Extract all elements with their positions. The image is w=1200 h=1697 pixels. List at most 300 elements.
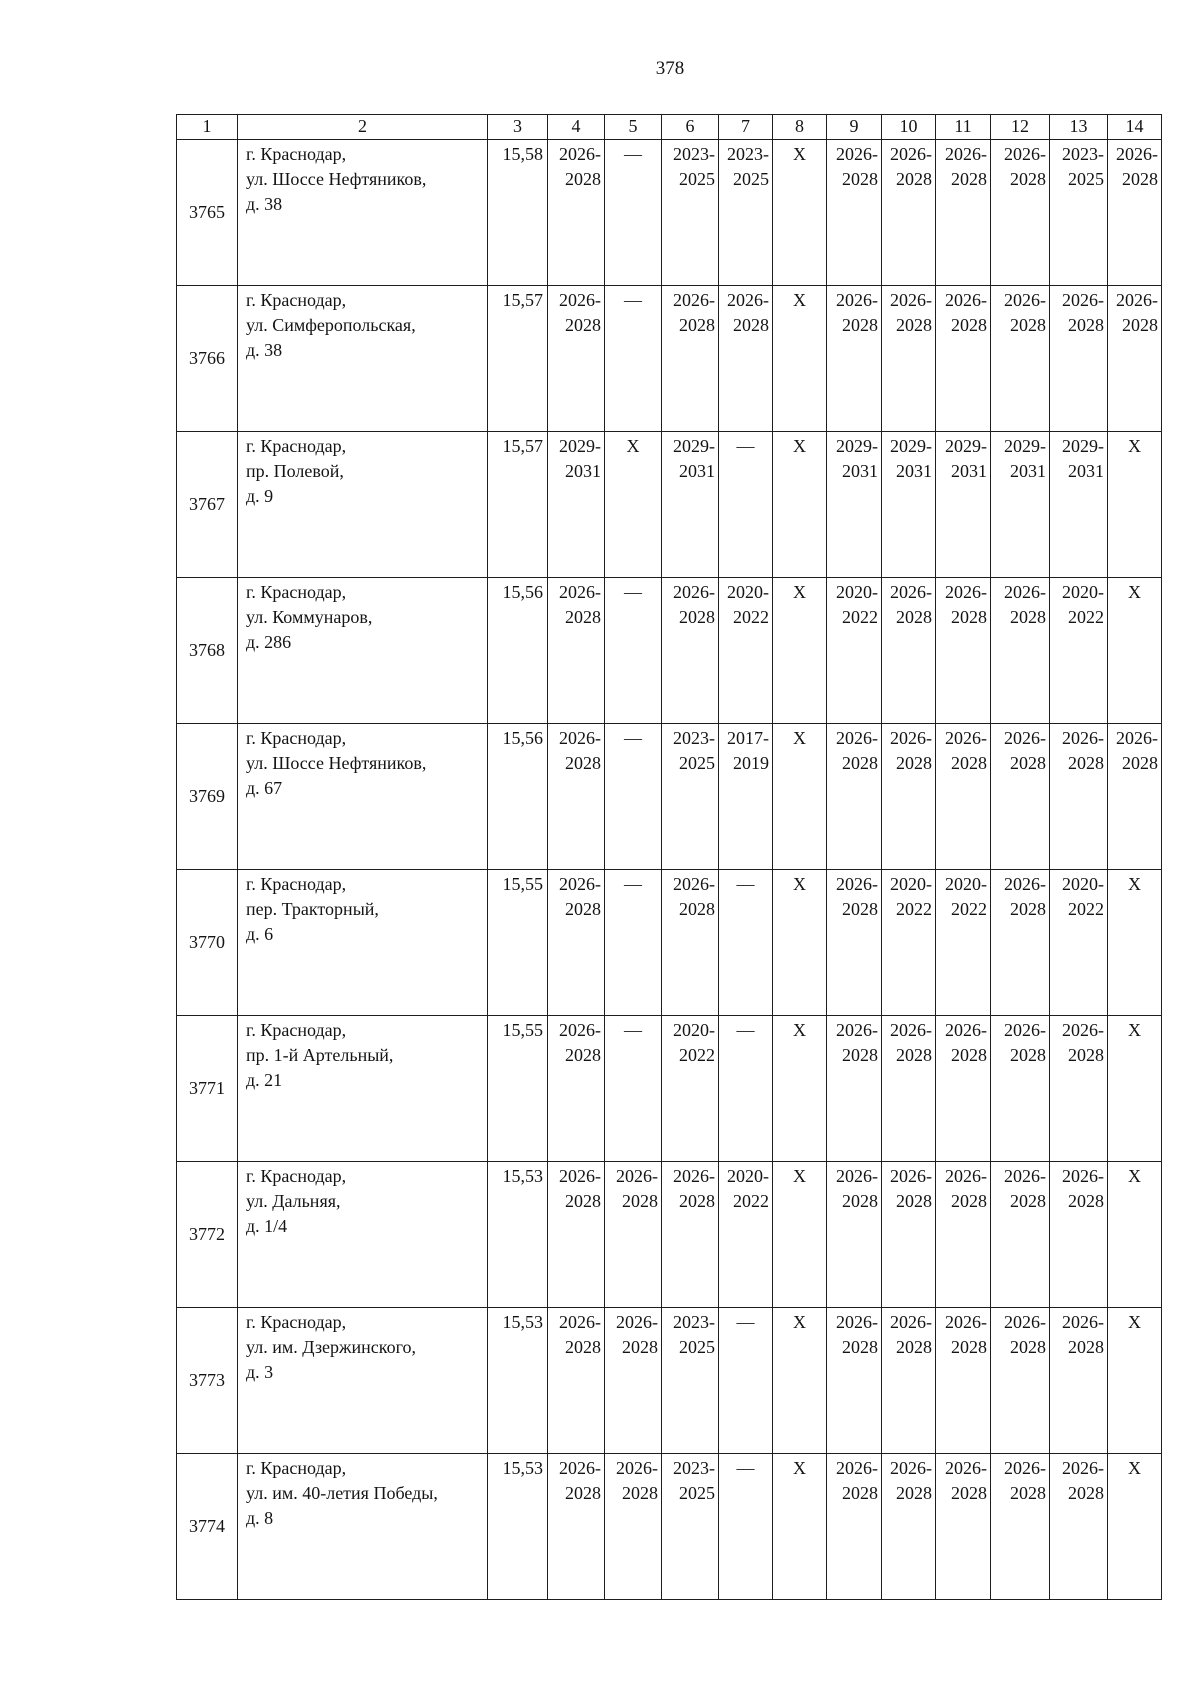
table-row <box>177 1162 1162 1308</box>
period-line: 2028 <box>565 315 601 335</box>
row-number: 3772 <box>177 1162 238 1308</box>
period-line: 2028 <box>1068 1191 1104 1211</box>
period-line: 2028 <box>622 1337 658 1357</box>
period-line: 2029- <box>1004 436 1046 456</box>
table-row <box>177 1454 1162 1600</box>
table-row <box>177 286 1162 432</box>
period-line: 2019 <box>733 753 769 773</box>
period-line: 2028 <box>679 899 715 919</box>
period-line: 2026- <box>836 1312 878 1332</box>
not-applicable-mark: X <box>773 1308 827 1454</box>
not-applicable-mark: X <box>1108 1162 1162 1308</box>
period-cell <box>605 1162 662 1308</box>
not-applicable-mark: X <box>773 1454 827 1600</box>
address-line: ул. им. 40-летия Победы, <box>246 1483 438 1503</box>
period-line: 2028 <box>842 1337 878 1357</box>
period-cell <box>1050 1016 1108 1162</box>
period-line: 2028 <box>1068 753 1104 773</box>
period-cell <box>1050 578 1108 724</box>
period-line: 2028 <box>842 169 878 189</box>
address-line: пр. Полевой, <box>246 461 344 481</box>
period-line: 2026- <box>1004 728 1046 748</box>
period-cell <box>1050 1454 1108 1600</box>
period-cell <box>548 870 605 1016</box>
period-cell <box>936 1308 991 1454</box>
period-line: 2025 <box>679 1483 715 1503</box>
period-line: 2028 <box>1122 753 1158 773</box>
period-line: 2028 <box>1010 753 1046 773</box>
period-line: 2026- <box>559 1166 601 1186</box>
period-line: 2028 <box>896 1191 932 1211</box>
period-line: 2028 <box>951 315 987 335</box>
period-cell <box>882 1308 936 1454</box>
address-cell <box>238 140 488 286</box>
row-number: 3766 <box>177 286 238 432</box>
period-line: 2028 <box>1010 1483 1046 1503</box>
period-line: 2028 <box>1010 1191 1046 1211</box>
period-line: 2026- <box>1116 290 1158 310</box>
period-cell <box>548 432 605 578</box>
address-line: ул. Симферопольская, <box>246 315 416 335</box>
period-line: 2026- <box>890 1020 932 1040</box>
period-line: 2028 <box>1122 169 1158 189</box>
period-cell <box>827 724 882 870</box>
period-line: 2028 <box>565 753 601 773</box>
period-line: 2023- <box>673 144 715 164</box>
period-line: 2028 <box>951 607 987 627</box>
address-line: г. Краснодар, <box>246 1166 347 1186</box>
period-line: 2023- <box>1062 144 1104 164</box>
period-cell <box>662 724 719 870</box>
period-line: 2026- <box>559 728 601 748</box>
address-cell <box>238 578 488 724</box>
column-header-7: 7 <box>719 115 773 140</box>
period-cell <box>827 1308 882 1454</box>
value-cell: 15,53 <box>488 1162 548 1308</box>
not-applicable-mark: X <box>773 870 827 1016</box>
period-cell <box>1108 140 1162 286</box>
not-applicable-mark: X <box>1108 432 1162 578</box>
period-cell <box>605 1308 662 1454</box>
period-cell <box>936 578 991 724</box>
period-line: 2029- <box>945 436 987 456</box>
period-line: 2026- <box>1004 1020 1046 1040</box>
period-line: 2028 <box>1010 607 1046 627</box>
dash-mark: — <box>605 870 662 1016</box>
period-line: 2020- <box>673 1020 715 1040</box>
period-cell <box>1050 870 1108 1016</box>
period-line: 2028 <box>1010 899 1046 919</box>
period-line: 2026- <box>673 582 715 602</box>
period-cell <box>1050 432 1108 578</box>
period-line: 2031 <box>951 461 987 481</box>
period-line: 2023- <box>727 144 769 164</box>
period-line: 2029- <box>673 436 715 456</box>
period-line: 2028 <box>565 1483 601 1503</box>
period-cell <box>827 578 882 724</box>
period-line: 2026- <box>836 1166 878 1186</box>
address-cell <box>238 1162 488 1308</box>
period-cell <box>882 1016 936 1162</box>
period-cell <box>991 724 1050 870</box>
period-line: 2031 <box>1010 461 1046 481</box>
period-line: 2026- <box>559 290 601 310</box>
period-cell <box>936 1454 991 1600</box>
period-line: 2026- <box>945 1166 987 1186</box>
period-line: 2026- <box>616 1166 658 1186</box>
period-cell <box>827 1016 882 1162</box>
period-line: 2028 <box>565 1337 601 1357</box>
period-cell <box>882 578 936 724</box>
period-line: 2022 <box>733 607 769 627</box>
period-line: 2025 <box>1068 169 1104 189</box>
period-line: 2026- <box>836 1458 878 1478</box>
column-header-3: 3 <box>488 115 548 140</box>
not-applicable-mark: X <box>773 1016 827 1162</box>
period-cell <box>882 1162 936 1308</box>
period-cell <box>882 432 936 578</box>
period-line: 2028 <box>679 315 715 335</box>
period-line: 2028 <box>896 315 932 335</box>
address-line: д. 38 <box>246 194 283 214</box>
period-line: 2028 <box>565 899 601 919</box>
period-cell <box>936 870 991 1016</box>
value-cell: 15,53 <box>488 1308 548 1454</box>
address-line: ул. Коммунаров, <box>246 607 373 627</box>
period-line: 2026- <box>1062 1312 1104 1332</box>
address-cell <box>238 724 488 870</box>
period-line: 2026- <box>890 290 932 310</box>
period-line: 2026- <box>1062 728 1104 748</box>
row-number: 3765 <box>177 140 238 286</box>
not-applicable-mark: X <box>605 432 662 578</box>
period-line: 2028 <box>1068 1045 1104 1065</box>
not-applicable-mark: X <box>1108 1454 1162 1600</box>
period-line: 2028 <box>1068 1483 1104 1503</box>
not-applicable-mark: X <box>773 432 827 578</box>
period-line: 2026- <box>945 1458 987 1478</box>
period-line: 2017- <box>727 728 769 748</box>
period-line: 2026- <box>1062 1166 1104 1186</box>
period-line: 2029- <box>559 436 601 456</box>
table-row <box>177 724 1162 870</box>
address-cell <box>238 1308 488 1454</box>
period-cell <box>548 724 605 870</box>
period-cell <box>719 286 773 432</box>
period-line: 2026- <box>616 1312 658 1332</box>
period-line: 2026- <box>673 1166 715 1186</box>
period-cell <box>827 286 882 432</box>
period-line: 2026- <box>836 1020 878 1040</box>
period-line: 2028 <box>842 1191 878 1211</box>
period-line: 2026- <box>559 1312 601 1332</box>
not-applicable-mark: X <box>773 286 827 432</box>
address-line: д. 67 <box>246 778 283 798</box>
period-line: 2031 <box>1068 461 1104 481</box>
period-cell <box>936 1016 991 1162</box>
period-line: 2029- <box>836 436 878 456</box>
address-line: ул. Шоссе Нефтяников, <box>246 169 427 189</box>
row-number: 3767 <box>177 432 238 578</box>
period-cell <box>548 1308 605 1454</box>
period-cell <box>719 1162 773 1308</box>
period-cell <box>1050 724 1108 870</box>
period-cell <box>827 870 882 1016</box>
address-line: д. 1/4 <box>246 1216 288 1236</box>
period-line: 2026- <box>1116 144 1158 164</box>
period-line: 2026- <box>890 1312 932 1332</box>
address-cell <box>238 286 488 432</box>
column-header-10: 10 <box>882 115 936 140</box>
address-line: д. 6 <box>246 924 274 944</box>
period-line: 2022 <box>679 1045 715 1065</box>
period-cell <box>719 578 773 724</box>
period-cell <box>719 140 773 286</box>
period-cell <box>936 286 991 432</box>
period-cell <box>662 432 719 578</box>
period-line: 2031 <box>896 461 932 481</box>
period-line: 2020- <box>727 1166 769 1186</box>
period-line: 2028 <box>1068 1337 1104 1357</box>
period-line: 2028 <box>896 1337 932 1357</box>
period-line: 2029- <box>890 436 932 456</box>
period-line: 2026- <box>836 728 878 748</box>
address-line: д. 38 <box>246 340 283 360</box>
period-line: 2026- <box>673 874 715 894</box>
address-cell <box>238 1016 488 1162</box>
not-applicable-mark: X <box>773 1162 827 1308</box>
period-cell <box>991 286 1050 432</box>
period-line: 2028 <box>565 607 601 627</box>
not-applicable-mark: X <box>1108 1016 1162 1162</box>
address-line: г. Краснодар, <box>246 874 347 894</box>
period-line: 2028 <box>1010 315 1046 335</box>
period-cell <box>548 1454 605 1600</box>
period-line: 2020- <box>1062 582 1104 602</box>
period-line: 2028 <box>622 1191 658 1211</box>
value-cell: 15,57 <box>488 286 548 432</box>
period-line: 2023- <box>673 1458 715 1478</box>
period-line: 2031 <box>565 461 601 481</box>
period-cell <box>827 432 882 578</box>
period-cell <box>882 724 936 870</box>
period-cell <box>827 1454 882 1600</box>
period-line: 2028 <box>896 753 932 773</box>
period-line: 2026- <box>673 290 715 310</box>
period-cell <box>827 140 882 286</box>
period-line: 2025 <box>679 169 715 189</box>
page-number: 378 <box>655 58 685 79</box>
period-line: 2028 <box>951 753 987 773</box>
not-applicable-mark: X <box>1108 870 1162 1016</box>
period-line: 2025 <box>679 1337 715 1357</box>
period-cell <box>548 1162 605 1308</box>
value-cell: 15,53 <box>488 1454 548 1600</box>
value-cell: 15,57 <box>488 432 548 578</box>
period-line: 2026- <box>945 582 987 602</box>
period-line: 2028 <box>1010 1337 1046 1357</box>
period-cell <box>991 870 1050 1016</box>
period-cell <box>991 1308 1050 1454</box>
period-cell <box>882 286 936 432</box>
row-number: 3770 <box>177 870 238 1016</box>
period-line: 2028 <box>951 1337 987 1357</box>
period-line: 2028 <box>842 899 878 919</box>
register-table <box>176 114 1162 1600</box>
address-line: д. 8 <box>246 1508 274 1528</box>
period-cell <box>827 1162 882 1308</box>
address-line: ул. Шоссе Нефтяников, <box>246 753 427 773</box>
period-line: 2028 <box>842 315 878 335</box>
address-line: г. Краснодар, <box>246 1458 347 1478</box>
period-cell <box>991 578 1050 724</box>
address-cell <box>238 432 488 578</box>
period-cell <box>882 140 936 286</box>
dash-mark: — <box>605 1016 662 1162</box>
column-header-2: 2 <box>238 115 488 140</box>
dash-mark: — <box>605 140 662 286</box>
period-line: 2026- <box>836 144 878 164</box>
column-header-12: 12 <box>991 115 1050 140</box>
period-cell <box>882 1454 936 1600</box>
row-number: 3768 <box>177 578 238 724</box>
period-line: 2020- <box>836 582 878 602</box>
period-line: 2029- <box>1062 436 1104 456</box>
period-line: 2028 <box>679 607 715 627</box>
address-line: г. Краснодар, <box>246 728 347 748</box>
address-line: д. 3 <box>246 1362 274 1382</box>
period-cell <box>1050 140 1108 286</box>
table-row <box>177 1016 1162 1162</box>
address-line: г. Краснодар, <box>246 436 347 456</box>
period-line: 2026- <box>1062 1458 1104 1478</box>
period-cell <box>1050 1162 1108 1308</box>
period-cell <box>605 1454 662 1600</box>
period-line: 2020- <box>1062 874 1104 894</box>
period-line: 2022 <box>1068 607 1104 627</box>
period-cell <box>662 870 719 1016</box>
column-header-8: 8 <box>773 115 827 140</box>
period-line: 2026- <box>945 144 987 164</box>
period-line: 2022 <box>1068 899 1104 919</box>
period-cell <box>662 1162 719 1308</box>
period-line: 2028 <box>951 1045 987 1065</box>
period-line: 2026- <box>890 1458 932 1478</box>
period-line: 2023- <box>673 1312 715 1332</box>
period-line: 2026- <box>727 290 769 310</box>
period-line: 2028 <box>1010 1045 1046 1065</box>
address-cell <box>238 870 488 1016</box>
period-line: 2028 <box>842 1045 878 1065</box>
period-cell <box>1050 1308 1108 1454</box>
address-line: пер. Тракторный, <box>246 899 379 919</box>
address-line: ул. Дальняя, <box>246 1191 341 1211</box>
value-cell: 15,55 <box>488 870 548 1016</box>
period-cell <box>662 1454 719 1600</box>
address-line: д. 21 <box>246 1070 283 1090</box>
period-line: 2026- <box>945 728 987 748</box>
period-cell <box>548 578 605 724</box>
period-line: 2026- <box>559 582 601 602</box>
period-line: 2020- <box>727 582 769 602</box>
dash-mark: — <box>719 1016 773 1162</box>
value-cell: 15,56 <box>488 724 548 870</box>
dash-mark: — <box>605 578 662 724</box>
row-number: 3774 <box>177 1454 238 1600</box>
period-cell <box>662 286 719 432</box>
address-line: г. Краснодар, <box>246 144 347 164</box>
period-line: 2026- <box>890 582 932 602</box>
column-header-1: 1 <box>177 115 238 140</box>
address-line: г. Краснодар, <box>246 1020 347 1040</box>
period-line: 2028 <box>622 1483 658 1503</box>
table-row <box>177 140 1162 286</box>
period-line: 2025 <box>679 753 715 773</box>
table-body <box>177 140 1162 1600</box>
period-line: 2026- <box>836 874 878 894</box>
period-cell <box>662 1016 719 1162</box>
period-line: 2026- <box>559 144 601 164</box>
address-line: пр. 1-й Артельный, <box>246 1045 394 1065</box>
period-line: 2026- <box>1062 290 1104 310</box>
period-cell <box>548 1016 605 1162</box>
address-cell <box>238 1454 488 1600</box>
period-line: 2026- <box>559 1020 601 1040</box>
table-row <box>177 870 1162 1016</box>
period-line: 2028 <box>1122 315 1158 335</box>
not-applicable-mark: X <box>773 578 827 724</box>
period-cell <box>991 1454 1050 1600</box>
period-line: 2028 <box>896 1483 932 1503</box>
period-line: 2022 <box>896 899 932 919</box>
dash-mark: — <box>719 432 773 578</box>
period-line: 2025 <box>733 169 769 189</box>
period-cell <box>548 286 605 432</box>
column-header-11: 11 <box>936 115 991 140</box>
not-applicable-mark: X <box>773 140 827 286</box>
period-line: 2026- <box>945 290 987 310</box>
period-line: 2028 <box>951 1483 987 1503</box>
row-number: 3773 <box>177 1308 238 1454</box>
value-cell: 15,56 <box>488 578 548 724</box>
period-line: 2026- <box>1004 1166 1046 1186</box>
header-row <box>177 115 1162 140</box>
period-cell <box>991 140 1050 286</box>
period-line: 2026- <box>559 874 601 894</box>
dash-mark: — <box>719 870 773 1016</box>
period-line: 2026- <box>1004 1458 1046 1478</box>
period-cell <box>991 1016 1050 1162</box>
period-line: 2028 <box>1010 169 1046 189</box>
period-line: 2028 <box>565 1191 601 1211</box>
table-row <box>177 1308 1162 1454</box>
period-line: 2028 <box>896 169 932 189</box>
dash-mark: — <box>605 724 662 870</box>
dash-mark: — <box>719 1308 773 1454</box>
period-line: 2026- <box>945 1312 987 1332</box>
period-line: 2028 <box>565 169 601 189</box>
period-line: 2028 <box>565 1045 601 1065</box>
not-applicable-mark: X <box>773 724 827 870</box>
period-line: 2028 <box>842 1483 878 1503</box>
not-applicable-mark: X <box>1108 578 1162 724</box>
period-cell <box>662 578 719 724</box>
table-row <box>177 432 1162 578</box>
period-line: 2026- <box>616 1458 658 1478</box>
row-number: 3769 <box>177 724 238 870</box>
period-line: 2031 <box>679 461 715 481</box>
period-cell <box>1050 286 1108 432</box>
